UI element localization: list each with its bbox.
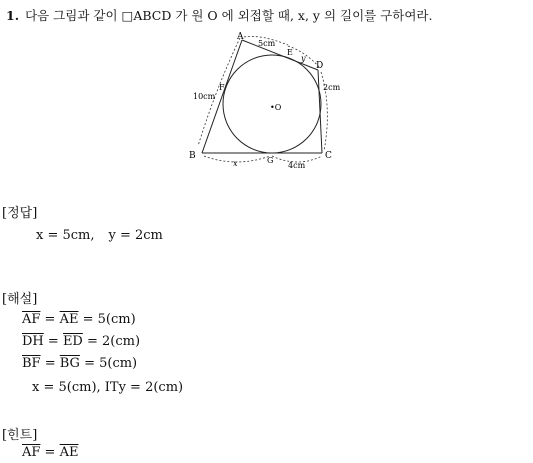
measure-ed: y	[301, 54, 306, 63]
answer-y: y = 2cm	[108, 228, 163, 243]
label-center-o: •O	[270, 103, 282, 112]
answer-x: x = 5cm,	[36, 228, 95, 243]
measure-ab: 10cm	[193, 92, 216, 101]
label-b: B	[189, 151, 196, 161]
question-body: 다음 그림과 같이 □ABCD 가 원 O 에 외접할 때, x, y 의 길이를 구하여라.	[25, 8, 433, 23]
label-a: A	[237, 32, 244, 42]
measure-dc: 2cm	[323, 83, 341, 92]
label-d: D	[316, 61, 324, 71]
explanation-line-2: $\overline{DH} = \overline{ED} = 2(cm)$	[22, 334, 141, 349]
explanation-line-3: $\overline{BF} = \overline{BG} = 5(cm)$	[22, 356, 138, 371]
label-g: G	[267, 156, 274, 165]
explanation-label: [해설]	[2, 292, 38, 307]
label-e: E	[287, 48, 293, 57]
question-number: 1.	[6, 8, 20, 23]
geometry-figure	[180, 28, 360, 173]
measure-ae: 5cm	[258, 39, 276, 48]
measure-bg: x	[233, 159, 238, 168]
hint-label: [힌트]	[2, 428, 38, 443]
label-c: C	[325, 151, 332, 161]
explanation-result: x = 5(cm), ITy = 2(cm)	[32, 380, 184, 395]
explanation-line-1: $\overline{AF} = \overline{AE} = 5(cm)$	[22, 312, 136, 327]
side-ad	[242, 40, 318, 70]
label-f: F	[219, 83, 225, 92]
answer-label: [정답]	[2, 206, 38, 221]
measure-gc: 4cm	[288, 161, 306, 170]
hint-line: $\overline{AF} = \overline{AE}$	[22, 445, 79, 460]
question-text	[6, 6, 432, 24]
circumscribed-quadrilateral-diagram	[180, 28, 360, 173]
answer-line	[36, 228, 163, 243]
